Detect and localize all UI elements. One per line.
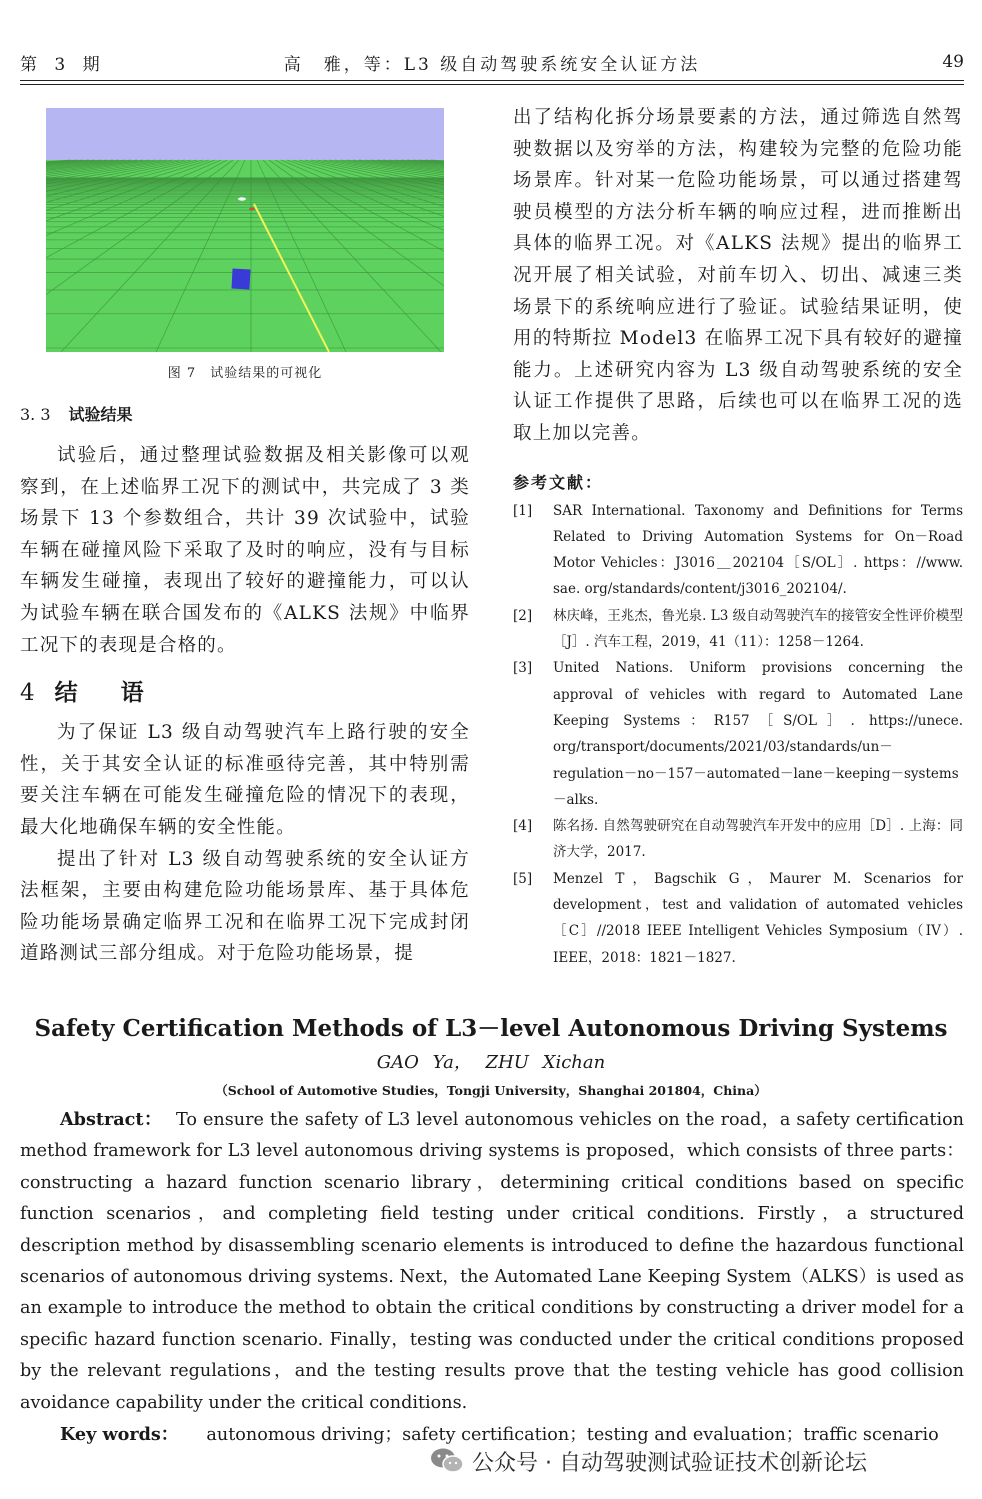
reference-item bbox=[513, 498, 963, 603]
reference-number: [3] bbox=[513, 660, 533, 677]
section-title: 试验结果 bbox=[68, 405, 133, 424]
chapter-number: 4 bbox=[20, 680, 35, 707]
reference-item bbox=[513, 866, 963, 971]
figure-caption: 图 7 试验结果的可视化 bbox=[167, 366, 323, 381]
conclusion-paragraph-1: 为了保证 L3 级自动驾驶汽车上路行驶的安全性，关于其安全认证的标准亟待完善，其中特别需要关注车辆在可能发生碰撞危险的情况下的表现，最大化地确保车辆的安全性能。 bbox=[20, 722, 470, 838]
running-title: 高 雅，等：L3 级自动驾驶系统安全认证方法 bbox=[283, 55, 701, 75]
reference-text: Menzel T，Bagschik G，Maurer M. Scenarios for development，test and validation of automated vehicles［C］//2018 IEEE Intelligent Vehicles Symposium（IV）. IEEE，2018：1821－1827. bbox=[553, 870, 963, 966]
reference-text: 陈名扬. 自然驾驶研究在自动驾驶汽车开发中的应用［D］. 上海：同济大学，2017. bbox=[553, 818, 963, 861]
ground-plane bbox=[46, 160, 444, 352]
chapter-title: 结 语 bbox=[54, 679, 154, 707]
conclusion-paragraph-2-continued: 出了结构化拆分场景要素的方法，通过筛选自然驾驶数据以及穷举的方法，构建较为完整的危险功能场景库。针对某一危险功能场景，可以通过搭建驾驶员模型的方法分析车辆的响应过程，进而推断出具体的临界工况。对《ALKS 法规》提出的临界工况开展了相关试验，对前车切入、切出、减速三类场景下的系统响应进行了验证。试验结果证明，使用的特斯拉 Model3 在临界工况下具有较好的避撞能力。上述研究内容为 L3 级自动驾驶系统的安全认证工作提供了思路，后续也可以在临界工况的选取上加以完善。 bbox=[513, 107, 963, 444]
reference-text: United Nations. Uniform provisions concerning the approval of vehicles with regard to Automated Lane Keeping Systems：R157［S/OL］. https://unece. org/transport/documents/2021/03/standards/un－regulation－no－157－automated－lane－keeping－systems－alks. bbox=[553, 660, 963, 808]
watermark-text: 公众号 · 自动驾驶测试验证技术创新论坛 bbox=[472, 1450, 867, 1476]
english-affiliation: （School of Automotive Studies，Tongji University，Shanghai 201804，China） bbox=[215, 1083, 767, 1098]
page-header bbox=[20, 50, 964, 78]
reference-number: [1] bbox=[513, 502, 533, 519]
sky-area bbox=[46, 108, 444, 160]
section-3-3-heading bbox=[20, 400, 470, 430]
abstract-label: Abstract： bbox=[60, 1109, 162, 1130]
reference-item bbox=[513, 655, 963, 813]
keywords-label: Key words： bbox=[60, 1424, 179, 1445]
abstract-text: To ensure the safety of L3 level autonomous vehicles on the road，a safety certification method framework for L3 level autonomous driving systems is proposed，which consists of three parts：constructing a hazard function scenario library，determining critical conditions based on specific function scenarios，and completing field testing under critical conditions. Firstly，a structured description method by disassembling scenario elements is introduced to define the hazardous functional scenarios of autonomous driving systems. Next，the Automated Lane Keeping System（ALKS）is used as an example to introduce the method to obtain the critical conditions by constructing a driver model for a specific hazard function scenario. Finally，testing was conducted under the critical conditions proposed by the relevant regulations，and the testing results prove that the testing vehicle has good collision avoidance capability under the critical conditions. bbox=[20, 1110, 964, 1413]
reference-number: [4] bbox=[513, 818, 533, 835]
header-divider-thin bbox=[20, 84, 964, 85]
wechat-icon bbox=[430, 1447, 464, 1475]
reference-item bbox=[513, 813, 963, 866]
watermark bbox=[430, 1443, 867, 1479]
ego-vehicle bbox=[231, 269, 250, 290]
simulation-render bbox=[46, 108, 444, 352]
section-number: 3. 3 bbox=[20, 405, 51, 424]
target-marker bbox=[249, 208, 255, 211]
left-column bbox=[20, 400, 470, 970]
issue-label: 第 3 期 bbox=[20, 55, 106, 75]
reference-text: SAR International. Taxonomy and Definitions for Terms Related to Driving Automation Systems for On－Road Motor Vehicles：J3016＿202104［S/OL］. https：//www. sae. org/standards/content/j3016_202104/. bbox=[553, 502, 963, 598]
right-column bbox=[513, 102, 963, 971]
references-heading: 参考文献： bbox=[513, 472, 604, 492]
keywords-text: autonomous driving；safety certification；testing and evaluation；traffic scenario bbox=[206, 1425, 939, 1445]
english-authors: GAO Ya， ZHU Xichan bbox=[376, 1052, 606, 1073]
reference-item bbox=[513, 603, 963, 656]
reference-number: [2] bbox=[513, 607, 533, 624]
figure-7-visualization bbox=[46, 108, 444, 352]
english-abstract bbox=[20, 1104, 964, 1419]
target-vehicle bbox=[238, 197, 246, 200]
english-title: Safety Certification Methods of L3－level Autonomous Driving Systems bbox=[34, 1015, 948, 1042]
reference-text: 林庆峰，王兆杰，鲁光泉. L3 级自动驾驶汽车的接管安全性评价模型［J］. 汽车工程，2019，41（11）：1258－1264. bbox=[553, 607, 963, 651]
reference-list bbox=[513, 498, 963, 971]
reference-number: [5] bbox=[513, 870, 533, 887]
page-number: 49 bbox=[942, 52, 964, 72]
section-3-3-paragraph: 试验后，通过整理试验数据及相关影像可以观察到，在上述临界工况下的测试中，共完成了 3 类场景下 13 个参数组合，共计 39 次试验中，试验车辆在碰撞风险下采取了及时的响应，没有与目标车辆发生碰撞，表现出了较好的避撞能力，可以认为试验车辆在联合国发布的《ALKS 法规》中临界工况下的表现是合格的。 bbox=[20, 445, 470, 656]
header-divider bbox=[20, 80, 964, 81]
section-4-heading bbox=[20, 671, 470, 715]
conclusion-paragraph-2: 提出了针对 L3 级自动驾驶系统的安全认证方法框架，主要由构建危险功能场景库、基于具体危险功能场景确定临界工况和在临界工况下完成封闭道路测试三部分组成。对于危险功能场景，提 bbox=[20, 848, 470, 965]
